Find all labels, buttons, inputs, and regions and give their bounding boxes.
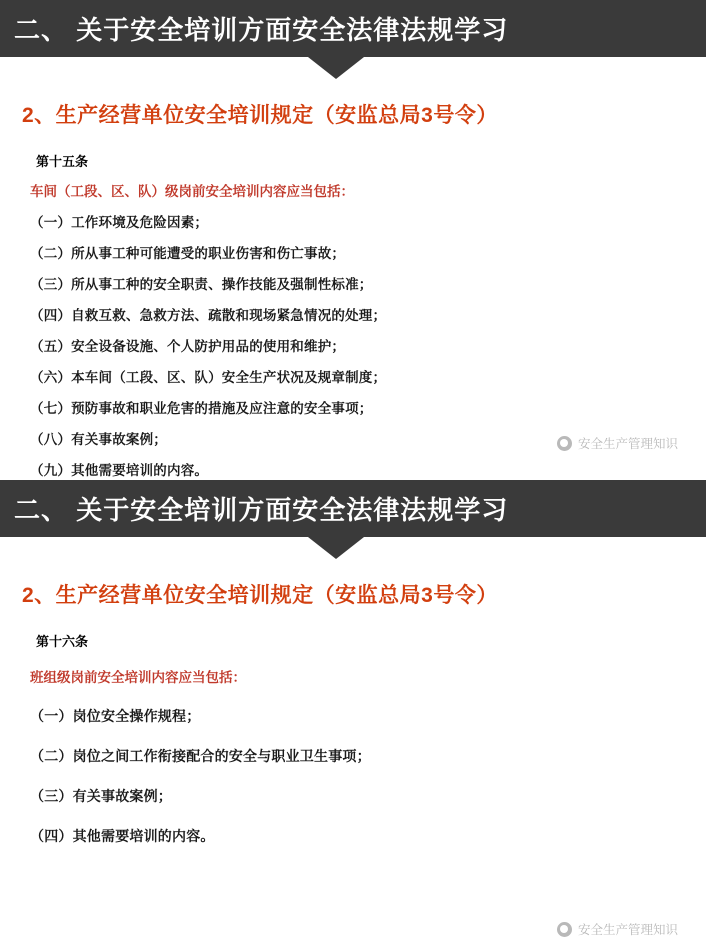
slide-2-arrow-container xyxy=(0,537,706,559)
list-item: （八）有关事故案例； xyxy=(30,432,167,447)
list-item: （四）其他需要培训的内容。 xyxy=(30,828,215,844)
arrow-down-icon xyxy=(308,57,364,79)
arrow-down-icon xyxy=(308,537,364,559)
list-item: （一）岗位安全操作规程； xyxy=(30,708,201,724)
list-item: （二）岗位之间工作衔接配合的安全与职业卫生事项； xyxy=(30,748,371,764)
list-item: （三）有关事故案例； xyxy=(30,788,172,804)
list-item: （四）自救互救、急救方法、疏散和现场紧急情况的处理； xyxy=(30,308,387,323)
slide-1-header-bar xyxy=(0,0,706,57)
watermark-text: 安全生产管理知识 xyxy=(577,923,678,937)
slide-2-clause-number: 第十六条 xyxy=(36,634,89,649)
slide-1-header-text: 二、 关于安全培训方面安全法律法规学习 xyxy=(14,15,509,45)
list-item: （二）所从事工种可能遭受的职业伤害和伤亡事故； xyxy=(30,246,346,261)
list-item: （九）其他需要培训的内容。 xyxy=(30,463,209,478)
slide-1-lead-text: 车间（工段、区、队）级岗前安全培训内容应当包括： xyxy=(30,184,354,199)
slide-2-lead-text: 班组级岗前安全培训内容应当包括： xyxy=(30,670,246,685)
watermark-logo-icon xyxy=(557,922,572,937)
list-item: （六）本车间（工段、区、队）安全生产状况及规章制度； xyxy=(30,370,387,385)
slide-1-arrow-container xyxy=(0,57,706,79)
watermark-text: 安全生产管理知识 xyxy=(577,437,678,451)
list-item: （七）预防事故和职业危害的措施及应注意的安全事项； xyxy=(30,401,373,416)
list-item: （五）安全设备设施、个人防护用品的使用和维护； xyxy=(30,339,346,354)
slide-1-watermark xyxy=(557,434,678,452)
slide-1-subtitle: 2、生产经营单位安全培训规定（安监总局3号令） xyxy=(22,104,498,127)
slide-2-subtitle: 2、生产经营单位安全培训规定（安监总局3号令） xyxy=(22,584,498,607)
slide-2-header-bar xyxy=(0,480,706,537)
slide-1-body xyxy=(30,151,706,479)
slide-2-watermark xyxy=(557,920,678,938)
list-item: （三）所从事工种的安全职责、操作技能及强制性标准； xyxy=(30,277,373,292)
watermark-logo-icon xyxy=(557,436,572,451)
slide-2-header-text: 二、 关于安全培训方面安全法律法规学习 xyxy=(14,495,509,525)
slide-2-body xyxy=(30,631,706,846)
slide-1-clause-number: 第十五条 xyxy=(36,154,89,169)
list-item: （一）工作环境及危险因素； xyxy=(30,215,209,230)
slide-2 xyxy=(0,480,706,937)
